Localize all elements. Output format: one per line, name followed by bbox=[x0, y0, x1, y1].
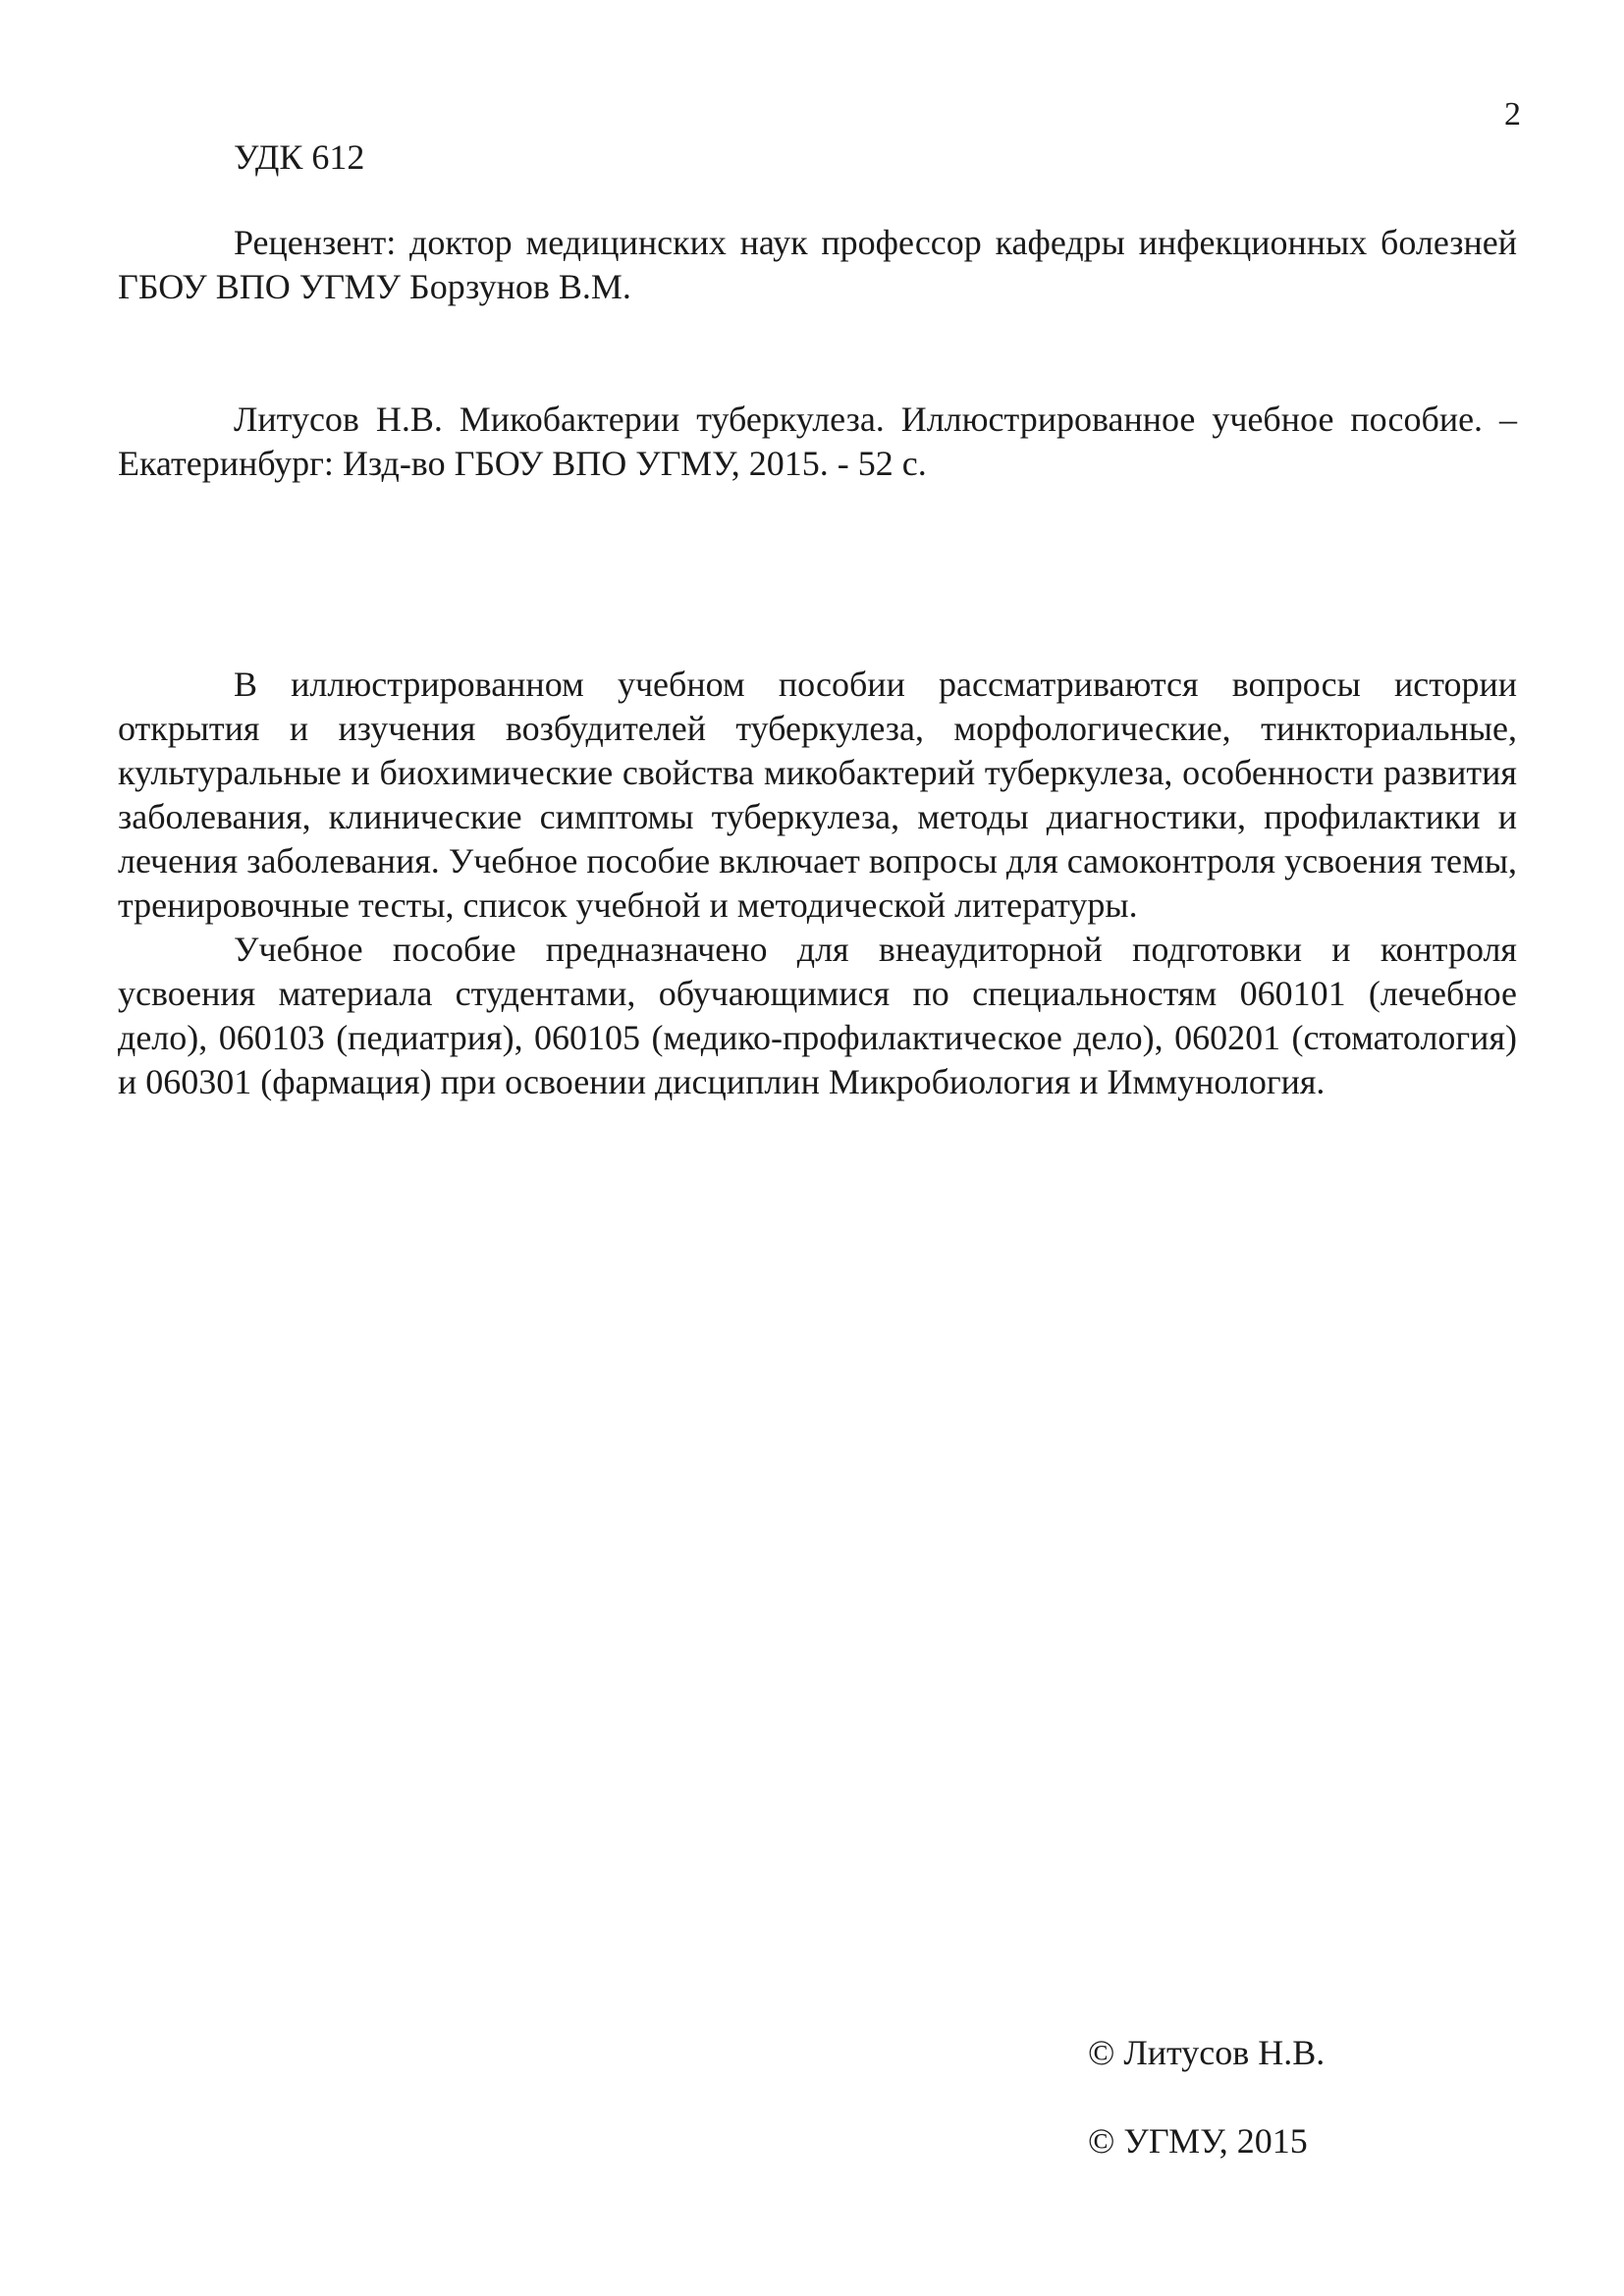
abstract-block bbox=[118, 663, 1517, 1104]
copyright-author: © Литусов Н.В. bbox=[1088, 2033, 1326, 2072]
page-number: 2 bbox=[1504, 96, 1521, 133]
abstract-paragraph-1: В иллюстрированном учебном пособии рассматриваются вопросы истории открытия и изучения возбудителей туберкулеза, морфологические, тинкториальные, культуральные и биохимические свойства микобактерий туберкулеза, особенности развития заболевания, клинические симптомы туберкулеза, методы диагностики, профилактики и лечения заболевания. Учебное пособие включает вопросы для самоконтроля усвоения темы, тренировочные тесты, список учебной и методической литературы. bbox=[118, 665, 1518, 925]
citation-text: Литусов Н.В. Микобактерии туберкулеза. Иллюстрированное учебное пособие. – Екатеринбург: Изд-во ГБОУ ВПО УГМУ, 2015. - 52 с. bbox=[118, 400, 1517, 483]
citation-block bbox=[118, 398, 1517, 486]
abstract-paragraph-2: Учебное пособие предназначено для внеаудиторной подготовки и контроля усвоения материала студентами, обучающимися по специальностям 060101 (лечебное дело), 060103 (педиатрия), 060105 (медико-профилактическое дело), 060201 (стоматология) и 060301 (фармация) при освоении дисциплин Микробиология и Иммунология. bbox=[118, 930, 1517, 1101]
reviewer-block bbox=[118, 221, 1517, 309]
copyright-university: © УГМУ, 2015 bbox=[1088, 2121, 1308, 2161]
reviewer-text: Рецензент: доктор медицинских наук профессор кафедры инфекционных болезней ГБОУ ВПО УГМУ Борзунов В.М. bbox=[118, 223, 1517, 306]
udk-code: УДК 612 bbox=[234, 137, 365, 177]
